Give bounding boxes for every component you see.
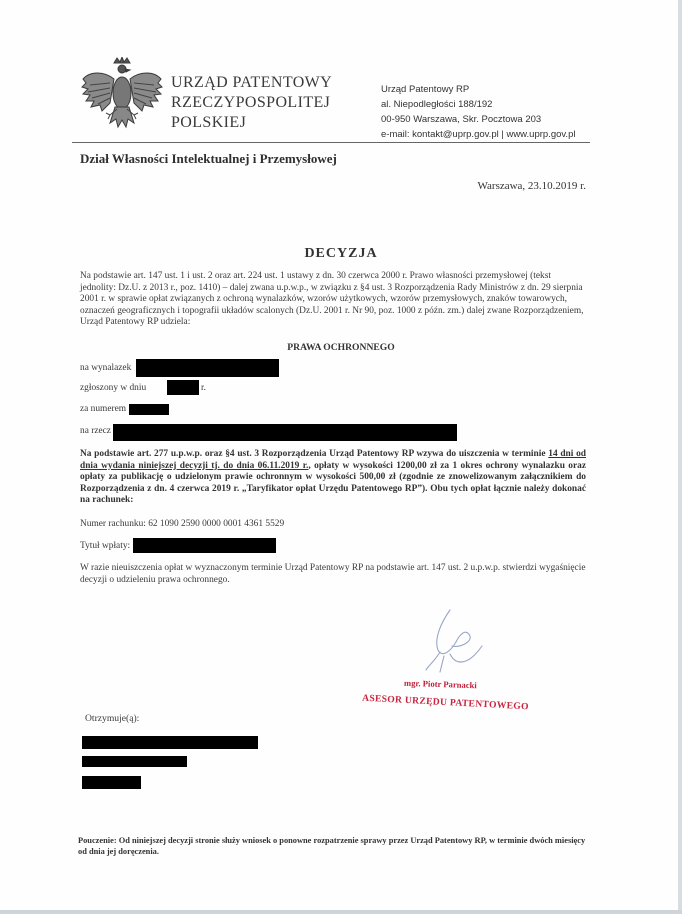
number-label: za numerem [80,404,127,414]
signer-name-stamp: mgr. Piotr Parnacki [403,677,477,691]
polish-eagle-emblem [80,57,164,139]
redacted-application-number [129,404,169,415]
redacted-recipient-line [82,776,141,789]
place-date: Warszawa, 23.10.2019 r. [477,180,586,192]
office-name-line: RZECZYPOSPOLITEJ [171,94,331,111]
redacted-invention-name [136,359,279,377]
payment-text-end: , opłaty w wysokości 1200,00 zł za 1 okres ochrony wynalazku oraz opłaty za publikację o udzielonym prawie ochronnym w wysokości 500,00 zł (zgodnie ze znowelizowanym załącznikiem do Rozporządzenia z dn. 4 czerwca 2019 r. „Taryfikator opłat Urzędu Patentowego RP”). Obu tych opłat łącznie należy dokonać na rachunek: [80,460,587,506]
expiry-warning: W razie nieuiszczenia opłat w wyznaczonym terminie Urząd Patentowy RP na podstawie art. 147 ust. 2 u.p.w.p. stwierdzi wygaśnięcie decyzji o udzieleniu prawa ochronnego. [80,563,586,585]
decision-subtitle: PRAWA OCHRONNEGO [287,342,395,353]
signer-role-stamp: ASESOR URZĘDU PATENTOWEGO [361,692,530,713]
address-line: Urząd Patentowy RP [381,84,470,95]
filed-suffix: r. [201,383,206,393]
office-name-line: URZĄD PATENTOWY [171,74,333,91]
contact-line: e-mail: kontakt@uprp.gov.pl | www.uprp.gov.pl [381,129,576,140]
redacted-payment-title [133,538,276,553]
filed-label: zgłoszony w dniu [80,383,147,393]
payment-text-start: Na podstawie art. 277 u.p.w.p. oraz §4 ust. 3 Rozporządzenia Urząd Patentowy RP wzywa do uiszczenia w terminie [80,449,549,459]
appeal-notice: Pouczenie: Od niniejszej decyzji stronie służy wniosek o ponowne rozpatrzenie sprawy przez Urząd Patentowy RP, w terminie dwóch miesięcy od dnia jej doręczenia. [78,836,586,856]
office-name-line: POLSKIEJ [171,114,247,131]
recipients-label: Otrzymuje(ą): [85,713,140,724]
address-line: 00-950 Warszawa, Skr. Pocztowa 203 [381,114,542,125]
beneficiary-label: na rzecz [80,426,111,436]
header-divider [72,142,590,143]
account-number: Numer rachunku: 62 1090 2590 0000 0001 4361 5529 [80,519,285,529]
document-title: DECYZJA [304,246,378,261]
invention-label: na wynalazek [80,363,132,373]
legal-basis-paragraph: Na podstawie art. 147 ust. 1 i ust. 2 oraz art. 224 ust. 1 ustawy z dn. 30 czerwca 2000 r. Prawo własności przemysłowej (tekst jednolity: Dz.U. z 2013 r., poz. 1410) – dalej zwana u.p.w.p., w związku z §4 ust. 3 Rozporządzenia Rady Ministrów z dn. 29 sierpnia 2001 r. w sprawie opłat związanych z ochroną wynalazków, wzorów użytkowych, wzorów przemysłowych, znaków towarowych, oznaczeń geograficznych i topografii układów scalonych (Dz.U. 2001 r. Nr 90, poz. 1000 z późn. zm.) dalej zwane Rozporządzeniem, Urząd Patentowy RP udziela: [80,271,584,328]
address-line: al. Niepodległości 188/192 [381,99,493,110]
page-edge-right [678,0,682,914]
department-name: Dział Własności Intelektualnej i Przemysłowej [80,151,337,166]
payment-call-paragraph [80,449,586,507]
redacted-filing-date [167,380,199,395]
redacted-beneficiary [113,424,457,441]
handwritten-signature [420,606,490,674]
payment-deadline: 14 dni od dnia wydania niniejszej decyzji tj. do dnia 06.11.2019 r. [80,449,587,471]
redacted-recipient-line [82,756,187,767]
office-name [171,73,332,133]
redacted-recipient-line [82,736,258,749]
page-edge-bottom [0,910,682,914]
office-address [381,82,575,142]
payment-title-label: Tytuł wpłaty: [80,541,131,551]
